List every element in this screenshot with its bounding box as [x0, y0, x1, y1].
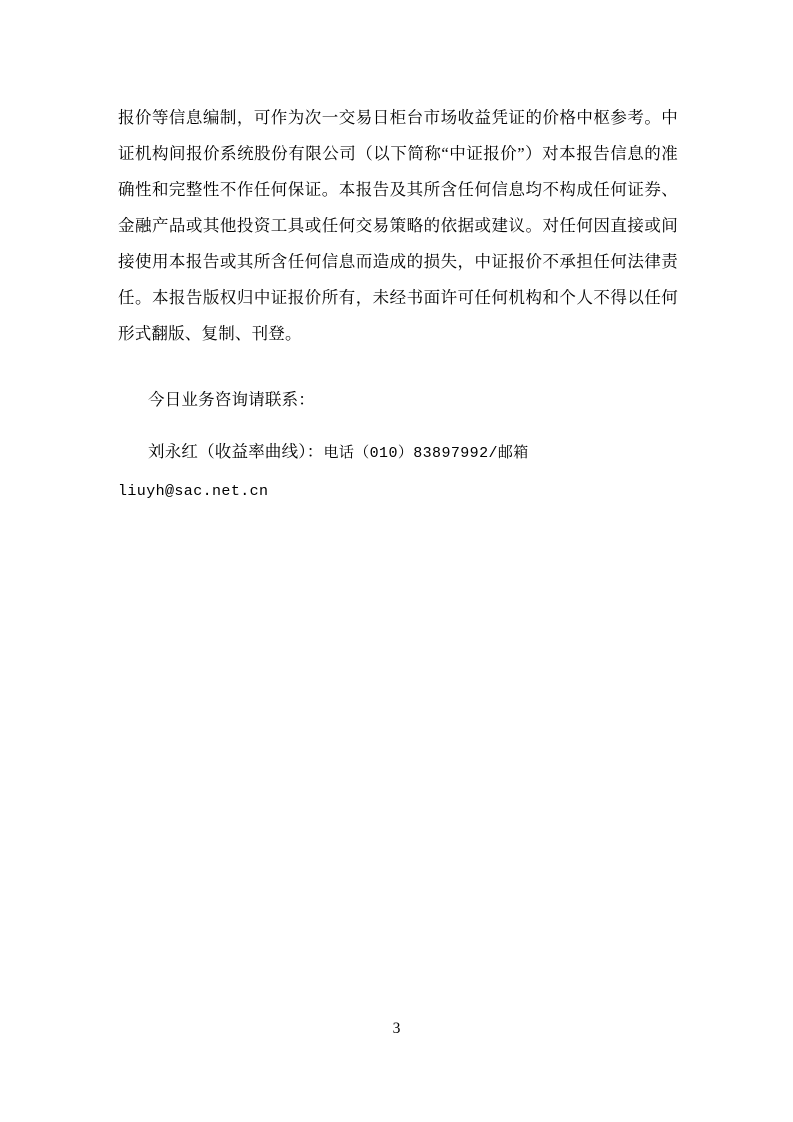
contact-name: 刘永红（收益率曲线）：	[148, 442, 324, 461]
contact-spacer	[118, 418, 678, 434]
paragraph-spacer	[118, 352, 678, 382]
page-number: 3	[392, 1020, 401, 1037]
page-content	[118, 100, 678, 510]
contact-line	[118, 434, 678, 510]
contact-details: 电话（010）83897992/邮箱 liuyh@sac.net.cn	[118, 445, 529, 500]
disclaimer-paragraph: 报价等信息编制，可作为次一交易日柜台市场收益凭证的价格中枢参考。中证机构间报价系统股份有限公司（以下简称“中证报价”）对本报告信息的准确性和完整性不作任何保证。本报告及其所含任何信息均不构成任何证券、金融产品或其他投资工具或任何交易策略的依据或建议。对任何因直接或间接使用本报告或其所含任何信息而造成的损失，中证报价不承担任何法律责任。本报告版权归中证报价所有，未经书面许可任何机构和个人不得以任何形式翻版、复制、刊登。	[118, 108, 678, 343]
consultation-line: 今日业务咨询请联系：	[148, 390, 315, 409]
